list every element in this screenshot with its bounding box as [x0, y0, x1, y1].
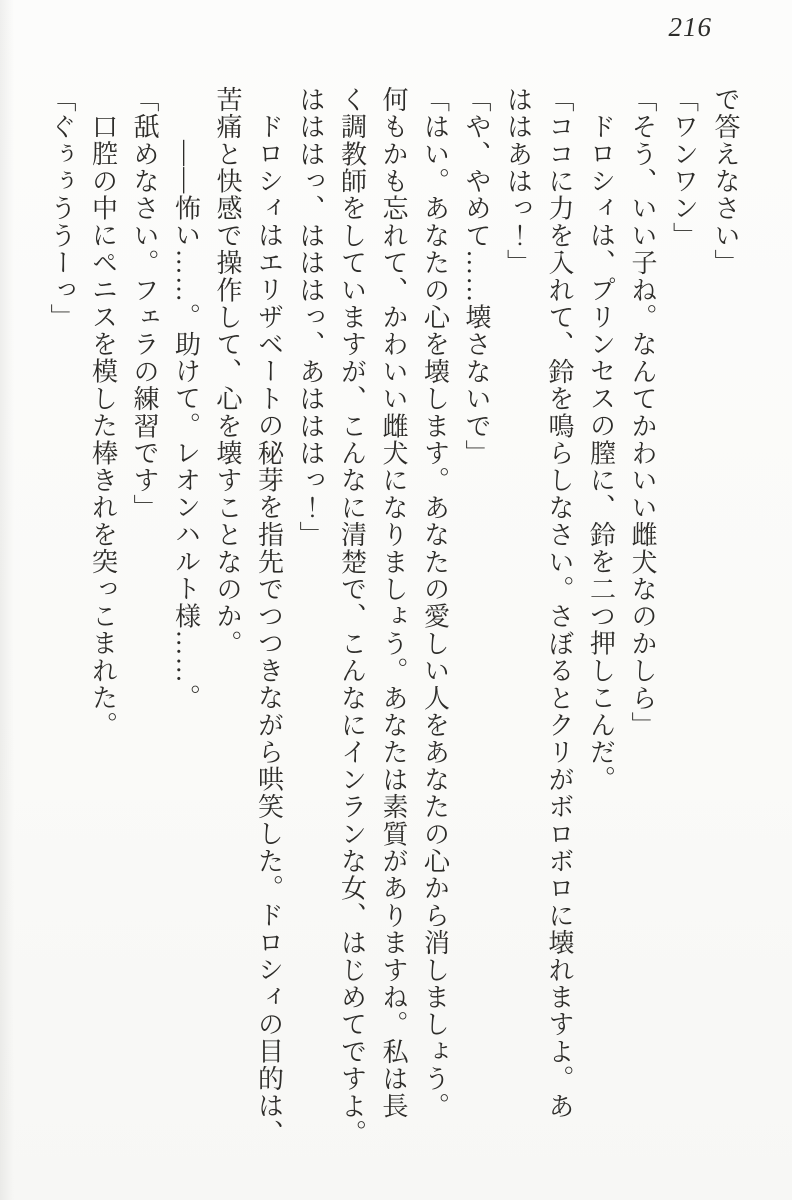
text-line: ドロシィは、プリンセスの膣に、鈴を二つ押しこんだ。	[586, 113, 616, 793]
text-line: く調教師をしていますが、こんなに清楚で、こんなにインランな女、はじめてですよ。	[337, 86, 367, 1147]
text-line: 何もかも忘れて、かわいい雌犬になりましょう。あなたは素質がありますね。私は長	[379, 86, 408, 1120]
text-line: 「ぐぅぅううーっ」	[47, 86, 76, 331]
text-line: 「ココに力を入れて、鈴を鳴らしなさい。さぼるとクリがボロボロに壊れますよ。あ	[545, 86, 574, 1120]
text-line: 苦痛と快感で操作して、心を壊すことなのか。	[213, 86, 242, 658]
text-line: 「や、やめて……壊さないで」	[462, 86, 491, 467]
text-line: はははっ、はははっ、あはははっ！」	[296, 86, 325, 549]
text-line: 「はい。あなたの心を壊します。あなたの愛しい人をあなたの心から消しましょう。	[420, 86, 450, 1120]
text-line: 口腔の中にペニスを模した棒きれを突っこまれた。	[88, 113, 118, 739]
text-line: ――怖い……。助けて。レオンハルト様……。	[171, 140, 201, 712]
text-line: で答えなさい」	[711, 86, 740, 277]
text-line: 「舐めなさい。フェラの練習です」	[130, 86, 159, 522]
vertical-text-block	[40, 86, 746, 1178]
text-line: ドロシィはエリザベートの秘芽を指先でつつきながら哄笑した。ドロシィの目的は、	[254, 113, 284, 1147]
text-line: 「そう、いい子ね。なんてかわいい雌犬なのかしら」	[628, 86, 657, 739]
page-number: 216	[668, 12, 712, 42]
text-line: ははあはっ！」	[503, 86, 533, 277]
text-line: 「ワンワン」	[669, 86, 699, 250]
